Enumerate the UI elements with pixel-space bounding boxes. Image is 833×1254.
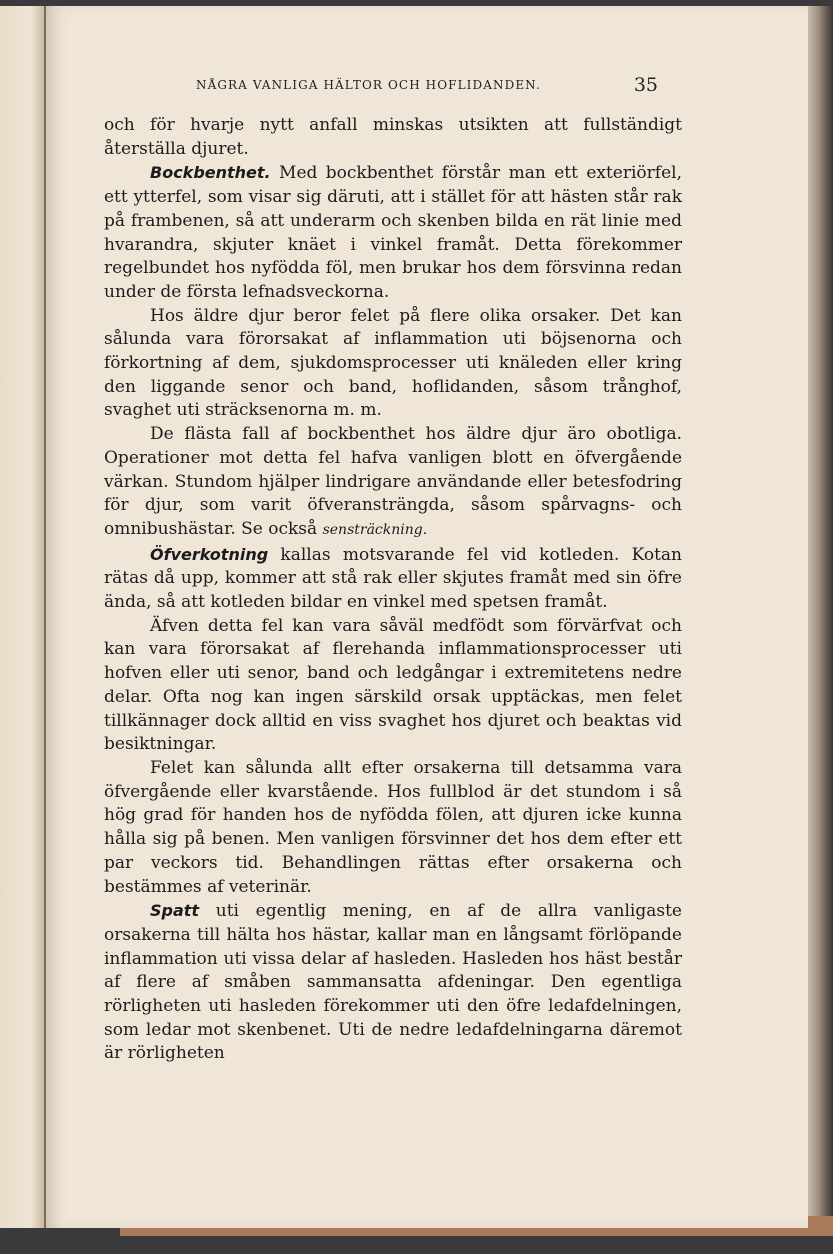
term-heading: Spatt xyxy=(150,901,200,921)
paragraph xyxy=(104,423,682,543)
paragraph xyxy=(104,543,682,615)
paragraph-text: kallas motsvarande fel vid kotleden. Kotan rätas då upp, kommer att stå rak eller skjutes framåt med sin öfre ända, så att kotleden bildar en vinkel med spetsen framåt. xyxy=(104,544,682,613)
page-header xyxy=(196,74,658,98)
paragraph-text: Felet kan sålunda allt efter orsakerna till detsamma vara öfvergående eller kvarstående. Hos fullblod är det stundom i så hög grad för handen hos de nyfödda fölen, att djuren icke kunna hålla sig på benen. Men vanligen försvinner det hos dem efter ett par veckors tid. Behandlingen rättas efter orsakerna och bestämmes af veterinär. xyxy=(104,757,682,897)
paragraph xyxy=(104,161,682,304)
paragraph-text: och för hvarje nytt anfall minskas utsikten att fullständigt återställa djuret. xyxy=(104,115,682,159)
paragraph xyxy=(104,615,682,757)
paragraph xyxy=(104,305,682,424)
running-head: NÅGRA VANLIGA HÄLTOR OCH HOFLIDANDEN. xyxy=(196,78,541,92)
page-number: 35 xyxy=(633,74,658,96)
paragraph-text: uti egentlig mening, en af de allra vanligaste orsakerna till hälta hos hästar, kallar man en långsamt förlöpande inflammation uti vissa delar af hasleden. Hasleden hos häst består af flere af småben sammansatta afdeningar. Den egentliga rörligheten uti hasleden förekommer uti den öfre ledafdelningen, som ledar mot skenbenet. Uti de nedre ledafdelningarna däremot är rörligheten xyxy=(104,901,682,1064)
paragraph-text: Med bockbenthet förstår man ett exteriörfel, ett ytterfel, som visar sig däruti, att i stället för att hästen står rak på frambenen, så att underarm och skenben bilda en rät linie med hvarandra, skjuter knäet i vinkel framåt. Detta förekommer regelbundet hos nyfödda föl, men brukar hos dem försvinna redan under de första lefnadsveckorna. xyxy=(104,163,682,302)
paragraph xyxy=(104,114,682,161)
paragraph xyxy=(104,899,682,1066)
paragraph-text: Äfven detta fel kan vara såväl medfödt som förvärfvat och kan vara förorsakat af flerehanda inflammationsprocesser uti hofven eller uti senor, band och ledgångar i extremitetens nedre delar. Ofta nog kan ingen särskild orsak upptäckas, men felet tillkännager dock alltid en viss svaghet hos djuret och beaktas vid besiktningar. xyxy=(104,615,682,755)
body-text xyxy=(104,114,682,1066)
facing-page-edge xyxy=(0,6,46,1228)
term-heading: Bockbenthet. xyxy=(150,163,271,183)
cross-reference: sensträckning. xyxy=(322,521,428,538)
term-heading: Öfverkotning xyxy=(150,544,269,564)
paragraph-text: Hos äldre djur beror felet på flere olika orsaker. Det kan sålunda vara förorsakat af inflammation uti böjsenorna och förkortning af dem, sjukdomsprocesser uti knäleden eller kring den liggande senor och band, hoflidanden, såsom trånghof, svaghet uti sträcksenorna m. m. xyxy=(104,305,682,421)
paragraph-text: De flästa fall af bockbenthet hos äldre djur äro obotliga. Operationer mot detta fel hafva vanligen blott en öfvergående värkan. Stundom hjälper lindrigare användande eller betesfodring för djur, som varit öfveransträngda, såsom spårvagns- och omnibushästar. Se också xyxy=(104,424,682,539)
page-fore-edge xyxy=(808,6,833,1231)
paragraph xyxy=(104,757,682,899)
